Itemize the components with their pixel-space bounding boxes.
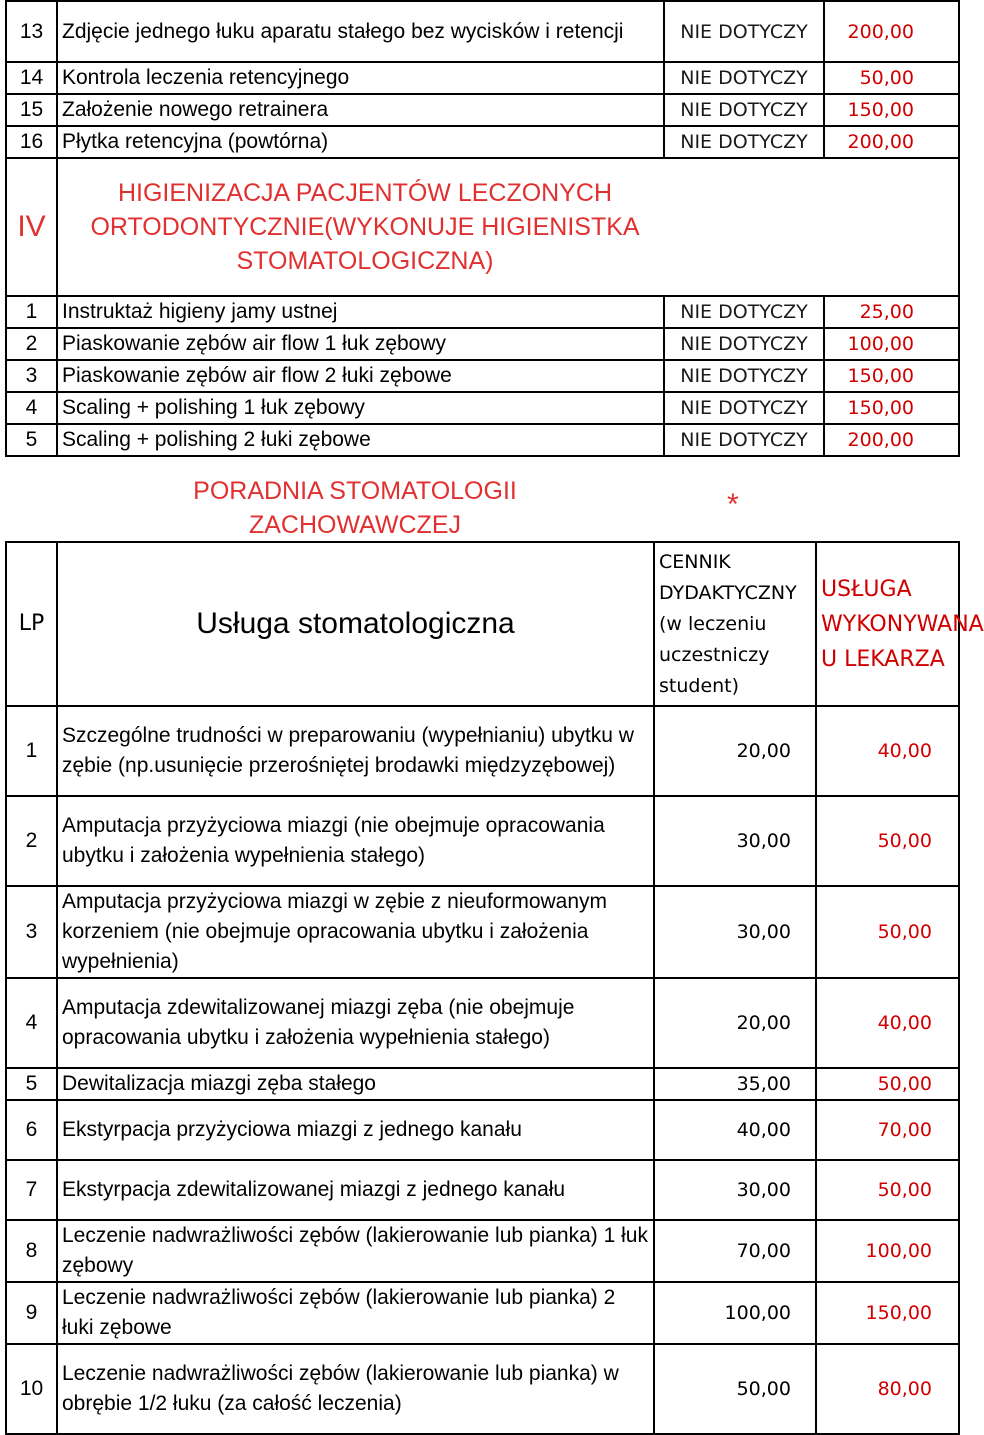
row-name: Scaling + polishing 1 łuk zębowy <box>57 392 664 424</box>
section-title-cell <box>57 158 959 296</box>
row-didactic-price: 50,00 <box>654 1344 816 1434</box>
row-lp: 3 <box>6 886 57 978</box>
row-price: 200,00 <box>824 424 959 456</box>
row-lp: 3 <box>6 360 57 392</box>
row-name: Ekstyrpacja zdewitalizowanej miazgi z jednego kanału <box>57 1160 654 1220</box>
row-doctor-price: 50,00 <box>816 1068 959 1100</box>
table-row <box>6 392 959 424</box>
row-didactic-price: 20,00 <box>654 978 816 1068</box>
table-row <box>6 1068 959 1100</box>
row-name: Zdjęcie jednego łuku aparatu stałego bez wycisków i retencji <box>57 1 664 62</box>
row-lp: 16 <box>6 126 57 158</box>
row-status: NIE DOTYCZY <box>664 424 824 456</box>
row-name: Instruktaż higieny jamy ustnej <box>57 296 664 328</box>
table-row <box>6 126 959 158</box>
row-lp: 13 <box>6 1 57 62</box>
section-header-row <box>6 158 959 296</box>
row-name: Piaskowanie zębów air flow 1 łuk zębowy <box>57 328 664 360</box>
header-row <box>6 542 959 706</box>
row-didactic-price: 30,00 <box>654 796 816 886</box>
table-row <box>6 94 959 126</box>
row-lp: 4 <box>6 392 57 424</box>
row-name: Amputacja przyżyciowa miazgi (nie obejmuje opracowania ubytku i założenia wypełnienia stałego) <box>57 796 654 886</box>
row-doctor-price: 70,00 <box>816 1100 959 1160</box>
row-doctor-price: 40,00 <box>816 978 959 1068</box>
row-doctor-price: 50,00 <box>816 1160 959 1220</box>
row-name: Szczególne trudności w preparowaniu (wypełnianiu) ubytku w zębie (np.usunięcie przerośniętej brodawki międzyzębowej) <box>57 706 654 796</box>
row-name: Kontrola leczenia retencyjnego <box>57 62 664 94</box>
row-lp: 8 <box>6 1220 57 1282</box>
table-row <box>6 1344 959 1434</box>
row-lp: 9 <box>6 1282 57 1344</box>
row-didactic-price: 30,00 <box>654 1160 816 1220</box>
section-title: HIGIENIZACJA PACJENTÓW LECZONYCH ORTODONTYCZNIE(WYKONUJE HIGIENISTKA STOMATOLOGICZNA) <box>90 179 640 275</box>
row-name: Leczenie nadwrażliwości zębów (lakierowanie lub pianka) 1 łuk zębowy <box>57 1220 654 1282</box>
row-name: Piaskowanie zębów air flow 2 łuki zębowe <box>57 360 664 392</box>
row-lp: 10 <box>6 1344 57 1434</box>
row-name: Leczenie nadwrażliwości zębów (lakierowanie lub pianka) 2 łuki zębowe <box>57 1282 654 1344</box>
row-status: NIE DOTYCZY <box>664 62 824 94</box>
row-lp: 1 <box>6 706 57 796</box>
table-row <box>6 978 959 1068</box>
row-status: NIE DOTYCZY <box>664 296 824 328</box>
row-price: 100,00 <box>824 328 959 360</box>
header-didactic-price: CENNIK DYDAKTYCZNY (w leczeniu uczestniczy student) <box>654 542 816 706</box>
row-didactic-price: 35,00 <box>654 1068 816 1100</box>
clinic-heading: PORADNIA STOMATOLOGII ZACHOWAWCZEJ <box>193 477 517 539</box>
row-name: Założenie nowego retrainera <box>57 94 664 126</box>
row-lp: 1 <box>6 296 57 328</box>
row-name: Płytka retencyjna (powtórna) <box>57 126 664 158</box>
row-price: 200,00 <box>824 1 959 62</box>
row-name: Ekstyrpacja przyżyciowa miazgi z jednego kanału <box>57 1100 654 1160</box>
row-name: Scaling + polishing 2 łuki zębowe <box>57 424 664 456</box>
table-row <box>6 1 959 62</box>
row-didactic-price: 40,00 <box>654 1100 816 1160</box>
row-lp: 7 <box>6 1160 57 1220</box>
row-price: 25,00 <box>824 296 959 328</box>
row-lp: 5 <box>6 1068 57 1100</box>
row-doctor-price: 50,00 <box>816 886 959 978</box>
row-name: Amputacja przyżyciowa miazgi w zębie z nieuformowanym korzeniem (nie obejmuje opracowania ubytku i założenia wypełnienia) <box>57 886 654 978</box>
row-didactic-price: 20,00 <box>654 706 816 796</box>
table-row <box>6 424 959 456</box>
row-status: NIE DOTYCZY <box>664 94 824 126</box>
table-row <box>6 796 959 886</box>
row-status: NIE DOTYCZY <box>664 1 824 62</box>
row-price: 150,00 <box>824 94 959 126</box>
table-row <box>6 328 959 360</box>
table-row <box>6 296 959 328</box>
row-didactic-price: 70,00 <box>654 1220 816 1282</box>
row-price: 50,00 <box>824 62 959 94</box>
table-row <box>6 886 959 978</box>
row-lp: 5 <box>6 424 57 456</box>
table-row <box>6 1282 959 1344</box>
row-doctor-price: 80,00 <box>816 1344 959 1434</box>
table-row <box>6 1100 959 1160</box>
row-doctor-price: 50,00 <box>816 796 959 886</box>
price-table-conservative <box>5 541 984 1435</box>
row-lp: 6 <box>6 1100 57 1160</box>
row-lp: 15 <box>6 94 57 126</box>
row-lp: 4 <box>6 978 57 1068</box>
section-roman-numeral: IV <box>6 158 57 296</box>
table-row <box>6 62 959 94</box>
row-price: 150,00 <box>824 392 959 424</box>
row-doctor-price: 100,00 <box>816 1220 959 1282</box>
row-didactic-price: 30,00 <box>654 886 816 978</box>
row-lp: 2 <box>6 796 57 886</box>
row-price: 150,00 <box>824 360 959 392</box>
row-status: NIE DOTYCZY <box>664 126 824 158</box>
row-name: Amputacja zdewitalizowanej miazgi zęba (nie obejmuje opracowania ubytku i założenia wypełnienia stałego) <box>57 978 654 1068</box>
table-row <box>6 1160 959 1220</box>
row-status: NIE DOTYCZY <box>664 392 824 424</box>
header-doctor-price: USŁUGA WYKONYWANA U LEKARZA <box>816 542 959 706</box>
row-price: 200,00 <box>824 126 959 158</box>
table-row <box>6 360 959 392</box>
row-name: Dewitalizacja miazgi zęba stałego <box>57 1068 654 1100</box>
price-table-orthodontics <box>5 0 960 457</box>
row-lp: 14 <box>6 62 57 94</box>
row-lp: 2 <box>6 328 57 360</box>
row-name: Leczenie nadwrażliwości zębów (lakierowanie lub pianka) w obrębie 1/2 łuku (za całość leczenia) <box>57 1344 654 1434</box>
row-didactic-price: 100,00 <box>654 1282 816 1344</box>
row-status: NIE DOTYCZY <box>664 360 824 392</box>
table-row <box>6 706 959 796</box>
row-doctor-price: 40,00 <box>816 706 959 796</box>
row-status: NIE DOTYCZY <box>664 328 824 360</box>
table-row <box>6 1220 959 1282</box>
header-lp: LP <box>6 542 57 706</box>
asterisk-note-marker: * <box>727 488 739 521</box>
header-service: Usługa stomatologiczna <box>57 542 654 706</box>
row-doctor-price: 150,00 <box>816 1282 959 1344</box>
